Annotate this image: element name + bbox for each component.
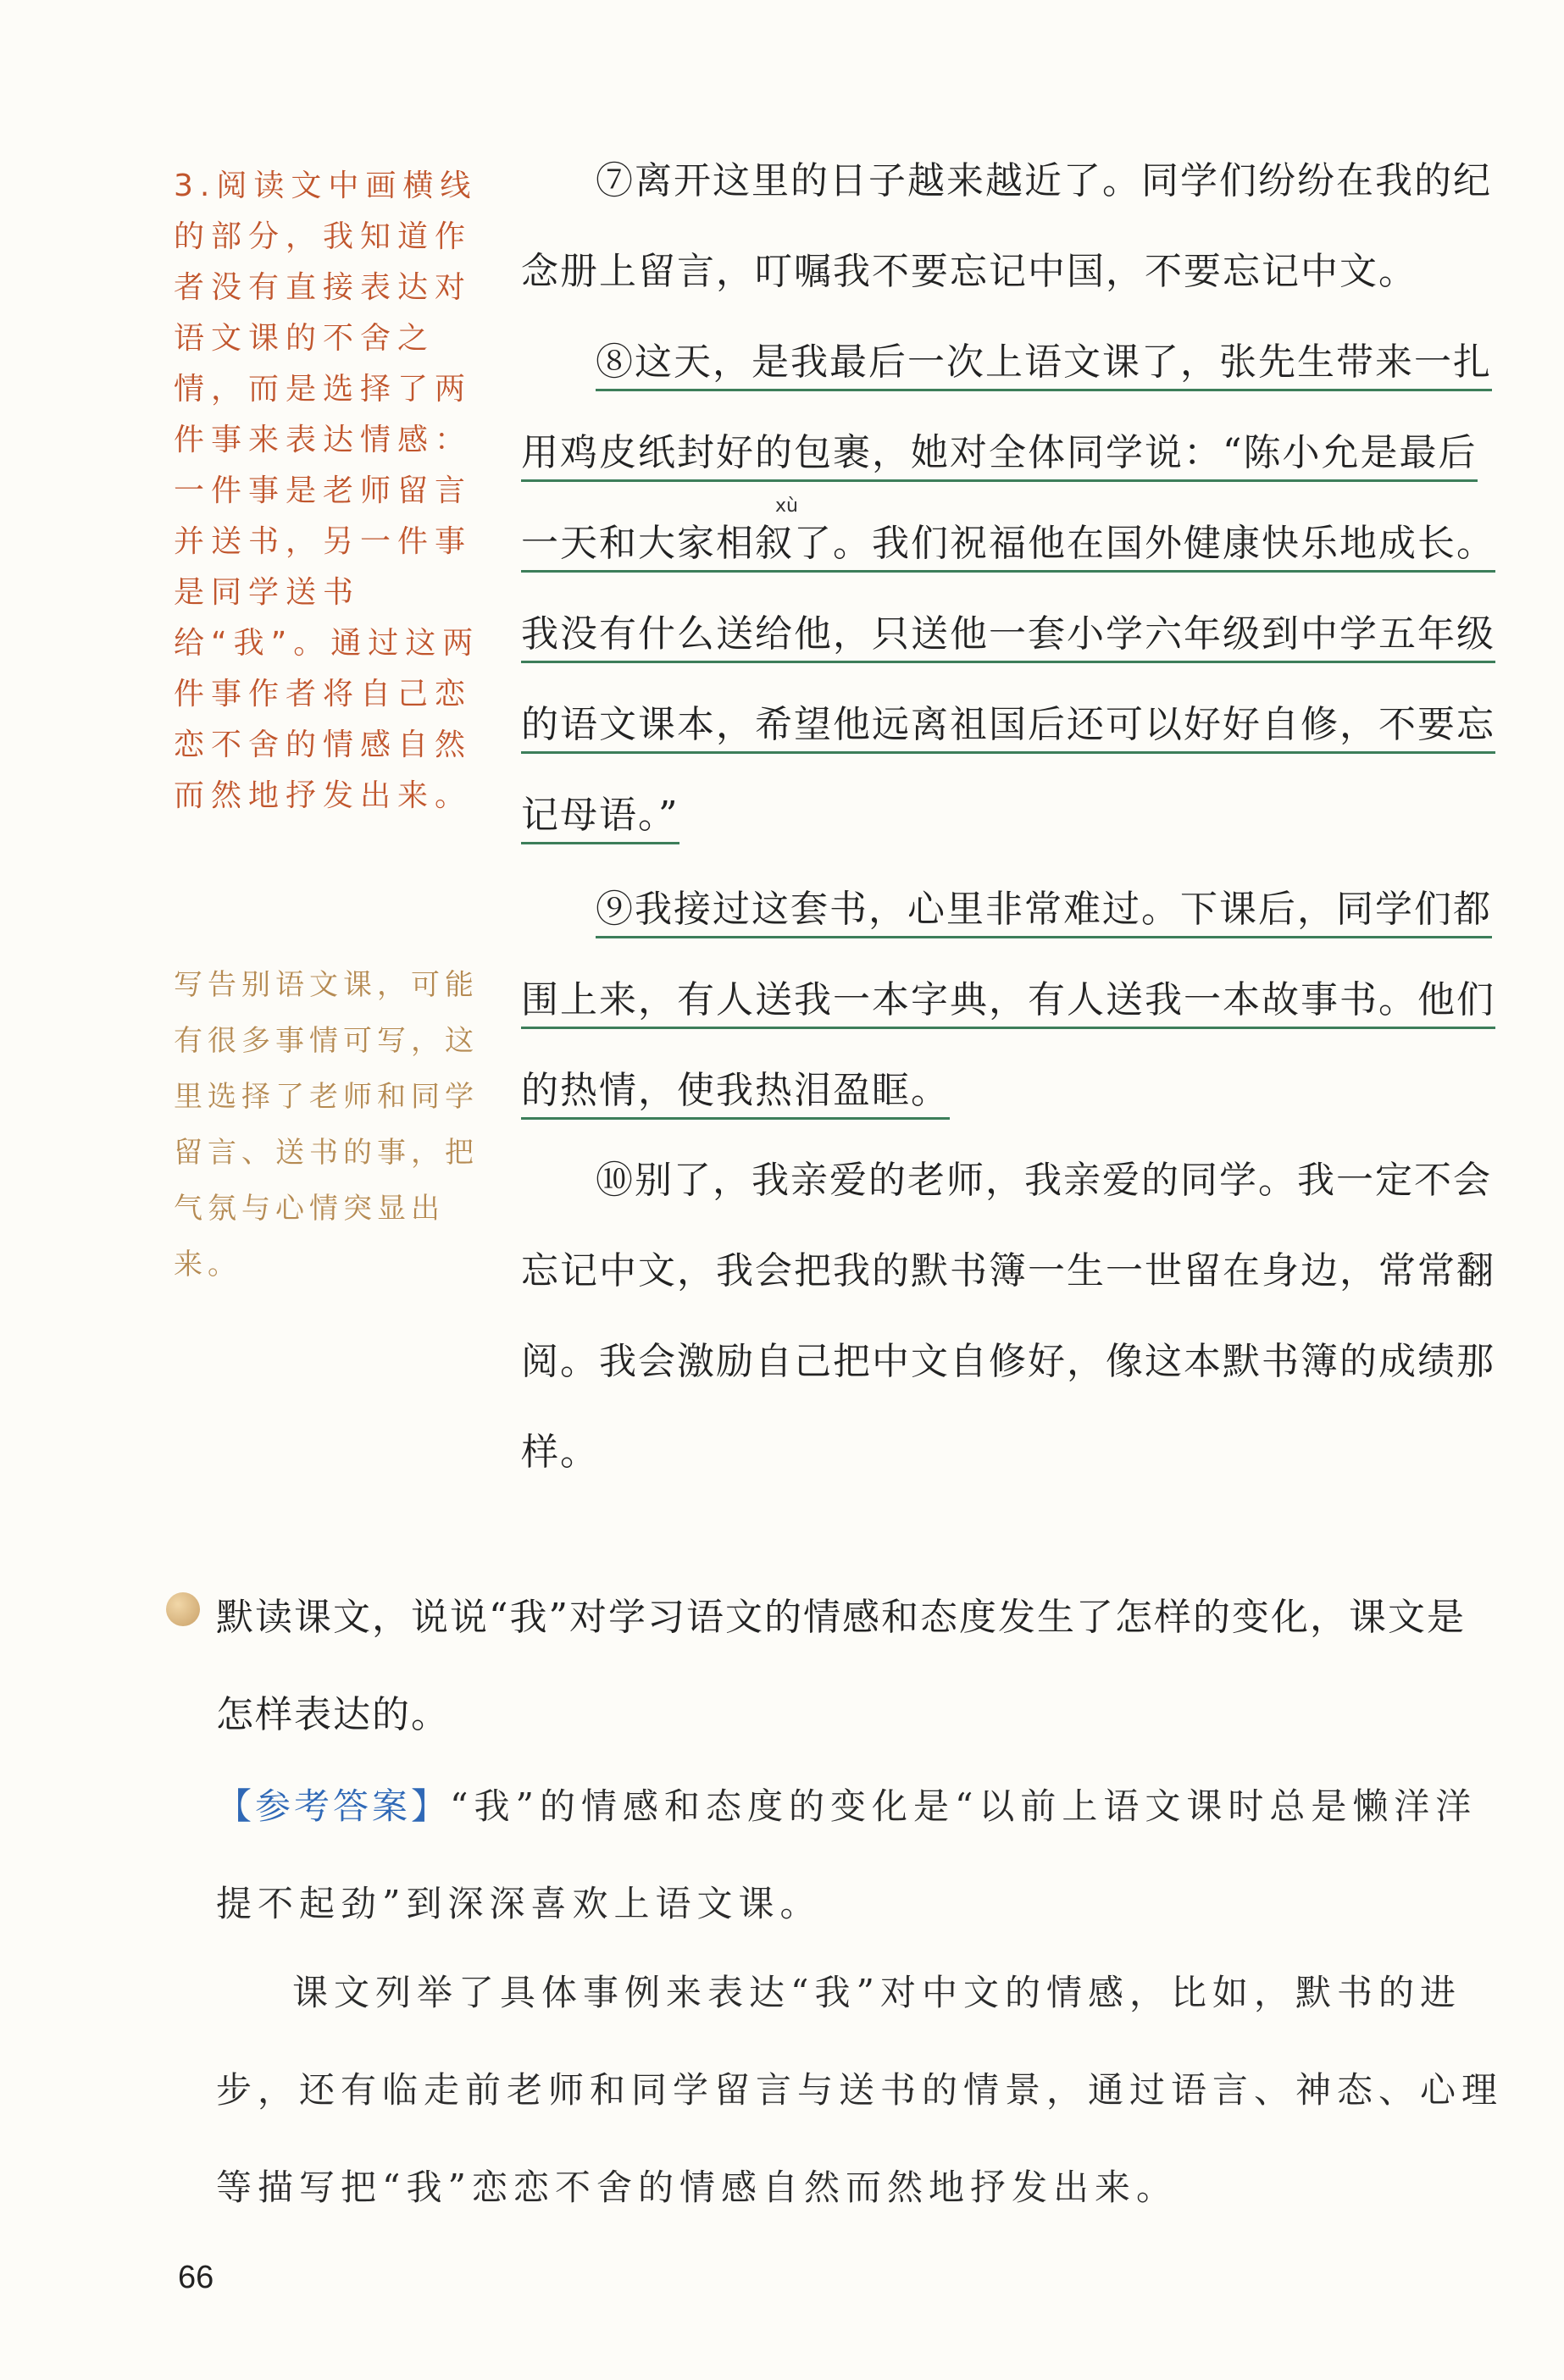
question-bullet-icon bbox=[166, 1592, 200, 1626]
answer-label: 【参考答案】 bbox=[216, 1785, 451, 1827]
margin-note-writing: 写告别语文课，可能有很多事情可写，这里选择了老师和同学留言、送书的事，把气氛与心情突显出来。 bbox=[174, 968, 479, 1281]
reference-answer bbox=[216, 1757, 1504, 1952]
pinyin-annotation: xù bbox=[775, 495, 798, 517]
question-text: 默读课文，说说“我”对学习语文的情感和态度发生了怎样的变化，课文是怎样表达的。 bbox=[216, 1596, 1466, 1736]
answer-line-2: 课文列举了具体事例来表达“我”对中文的情感，比如，默书的进步，还有临走前老师和同学留言与送书的情景，通过语言、神态、心理等描写把“我”恋恋不舍的情感自然而然地抒发出来。 bbox=[216, 1972, 1504, 2208]
paragraph-10: ⑩别了，我亲爱的老师，我亲爱的同学。我一定不会忘记中文，我会把我的默书簿一生一世留在身边，常常翻阅。我会激励自己把中文自修好，像这本默书簿的成绩那样。 bbox=[521, 1159, 1495, 1474]
answer-line-1: “我”的情感和态度的变化是“以前上语文课时总是懒洋洋提不起劲”到深深喜欢上语文课。 bbox=[216, 1785, 1478, 1924]
paragraph-8 bbox=[521, 317, 1504, 861]
paragraph-7: ⑦离开这里的日子越来越近了。同学们纷纷在我的纪念册上留言，叮嘱我不要忘记中国，不要忘记中文。 bbox=[521, 159, 1492, 293]
paragraph-9 bbox=[521, 864, 1504, 1136]
page-number: 66 bbox=[178, 2260, 214, 2295]
paragraph-8-underlined: ⑧这天，是我最后一次上语文课了，张先生带来一扎用鸡皮纸封好的包裹，她对全体同学说：“陈小允是最后一天和大家相叙了。我们祝福他在国外健康快乐地成长。我没有什么送给他，只送他一套小学六年级到中学五年级的语文课本，希望他远离祖国后还可以好好自修，不要忘记母语。” bbox=[521, 340, 1495, 844]
paragraph-9-underlined: ⑨我接过这套书，心里非常难过。下课后，同学们都围上来，有人送我一本字典，有人送我一本故事书。他们的热情，使我热泪盈眶。 bbox=[521, 888, 1495, 1120]
margin-note-reading: 3.阅读文中画横线的部分，我知道作者没有直接表达对语文课的不舍之情，而是选择了两件事来表达情感：一件事是老师留言并送书，另一件事是同学送书给“我”。通过这两件事作者将自己恋恋不舍的情感自然而然地抒发出来。 bbox=[174, 169, 480, 813]
